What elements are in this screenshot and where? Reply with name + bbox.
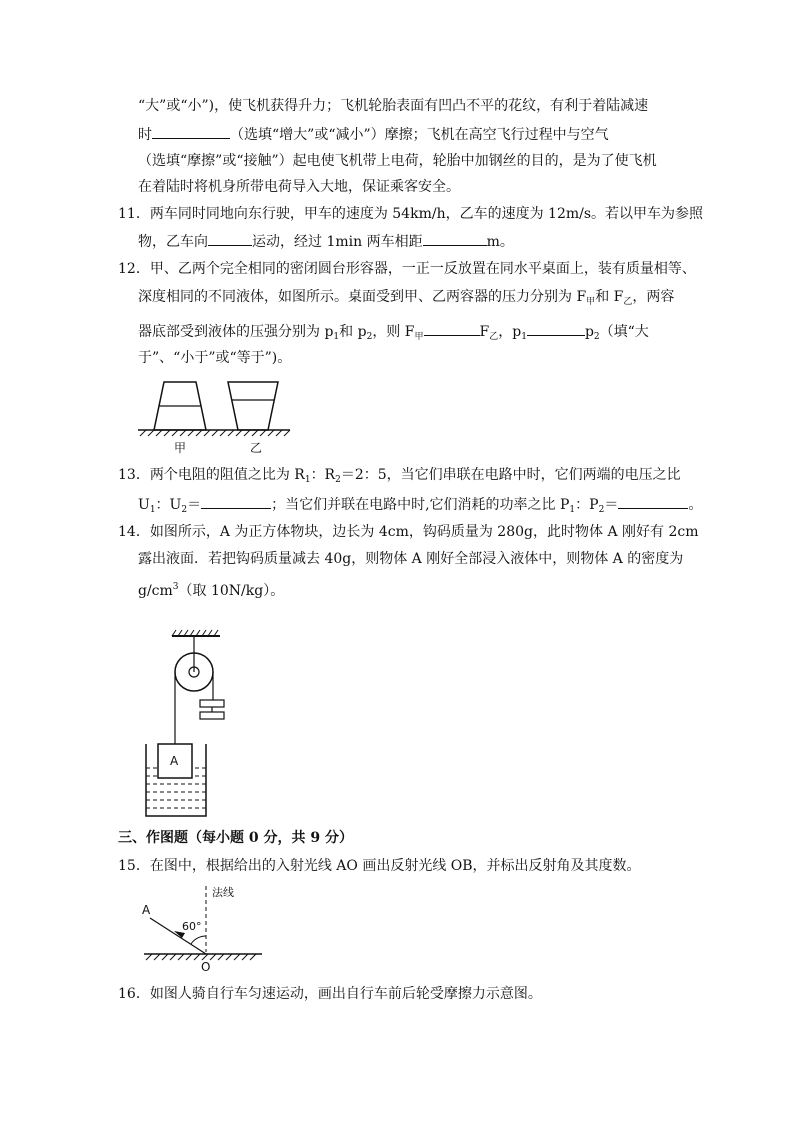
subscript: 乙: [489, 332, 499, 342]
q12-line-1: [118, 259, 696, 279]
answer-blank[interactable]: [201, 494, 271, 509]
q16-line-1: [118, 984, 542, 1004]
q16-text-1: 如图人骑自行车匀速运动，画出自行车前后轮受摩擦力示意图。: [149, 986, 542, 1002]
q12-line-3: [138, 321, 649, 347]
q11-text-2a: 物，乙车向: [138, 234, 208, 250]
subscript: 1: [521, 332, 527, 342]
q13-number: 13．: [118, 467, 150, 483]
q12-line-2: [138, 287, 674, 312]
subscript: 乙: [623, 297, 633, 307]
q12-text-2a: 深度相同的不同液体，如图所示。桌面受到甲、乙两容器的压力分别为 F: [138, 289, 587, 305]
q15-line-1: [118, 856, 641, 876]
q11-text-1: 两车同时同地向东行驶，甲车的速度为 54km/h，乙车的速度为 12m/s。若以甲车为参照: [149, 206, 704, 222]
q12-number: 12．: [118, 261, 150, 277]
angle-label: 60°: [182, 920, 202, 933]
subscript: 2: [598, 505, 605, 515]
q13-text-2d: ；当它们并联在电路中时,它们消耗的功率之比 P: [271, 497, 570, 513]
q12-text-3d: F: [479, 324, 490, 340]
q13-text-1b: ：R: [310, 467, 336, 483]
q12-text-3c: ，则 F: [372, 324, 415, 340]
label-yi: 乙: [250, 441, 263, 455]
q14-line-3: [138, 577, 284, 601]
q13-line-2: [138, 494, 702, 520]
pulley-figure: [138, 628, 238, 822]
q11-number: 11．: [118, 206, 150, 222]
answer-blank[interactable]: [618, 494, 688, 509]
normal-label: 法线: [212, 886, 234, 899]
q16-number: 16．: [118, 986, 150, 1002]
q10-line-2-end: （选填“增大”或“减小”）摩擦；飞机在高空飞行过程中与空气: [230, 127, 609, 143]
container-yi: [228, 382, 278, 430]
q10-line-1: “大”或“小”)，使飞机获得升力；飞机轮胎表面有凹凸不平的花纹，有利于着陆减速: [138, 98, 649, 114]
q10-line-2-start: 时: [138, 127, 152, 143]
q13-text-2e: ：P: [575, 497, 599, 513]
q11-line-2: [138, 231, 514, 252]
q12-text-3b: 和 p: [339, 324, 367, 340]
subscript: 甲: [586, 297, 596, 307]
q11-text-2c: m。: [486, 234, 514, 250]
q14-text-3a: g/cm: [138, 583, 173, 599]
q10-line-4: 在着陆时将机身所带电荷导入大地，保证乘客安全。: [138, 179, 460, 195]
q13-text-2b: ：U: [155, 497, 182, 513]
point-a-label: A: [142, 903, 151, 917]
q13-text-1a: 两个电阻的阻值之比为 R: [149, 467, 305, 483]
ceiling: [172, 630, 220, 636]
answer-blank[interactable]: [527, 321, 585, 336]
subscript: 2: [181, 505, 188, 515]
q14-line-1: [118, 522, 698, 542]
q12-text-3e: ，p: [498, 324, 522, 340]
q13-text-2g: 。: [688, 497, 703, 513]
subscript: 甲: [414, 332, 424, 342]
q13-text-2a: U: [138, 497, 150, 513]
q15-text-1: 在图中，根据给出的入射光线 AO 画出反射光线 OB，并标出反射角及其度数。: [149, 858, 641, 874]
q11-text-2b: 运动，经过 1min 两车相距: [252, 234, 423, 250]
q14-text-1: 如图所示，A 为正方体物块，边长为 4cm，钩码质量为 280g，此时物体 A 刚好有 2cm: [149, 524, 699, 540]
subscript: 1: [149, 505, 156, 515]
answer-blank[interactable]: [423, 231, 487, 246]
section-3-title: 三、作图题（每小题 0 分，共 9 分）: [118, 830, 353, 846]
q10-line-3: （选填“摩擦”或“接触”）起电使飞机带上电荷，轮胎中加钢丝的目的，是为了使飞机: [138, 153, 657, 169]
q14-text-3b: （取 10N/kg）。: [178, 583, 285, 599]
block-a-label: A: [170, 754, 179, 768]
q13-text-2c: ＝: [187, 497, 202, 513]
subscript: 1: [569, 505, 576, 515]
q12-text-1: 甲、乙两个完全相同的密闭圆台形容器，一正一反放置在同水平桌面上，装有质量相等、: [149, 261, 696, 277]
q12-text-3f: p: [584, 324, 594, 340]
table-surface: [138, 430, 290, 436]
hook-weight: [200, 700, 224, 719]
subscript: 2: [593, 332, 600, 342]
q13-text-1c: ＝2：5，当它们串联在电路中时，它们两端的电压之比: [340, 467, 681, 483]
q12-text-2b: 和 F: [595, 289, 624, 305]
container-jia: [154, 382, 206, 430]
q10-line-2: [138, 124, 609, 145]
subscript: 1: [333, 332, 340, 342]
subscript: 2: [366, 332, 373, 342]
q12-text-2c: ，两容: [632, 289, 675, 305]
q12-text-3g: （填“大: [599, 324, 649, 340]
point-o-label: O: [201, 960, 211, 974]
answer-blank[interactable]: [424, 321, 480, 336]
q12-text-3a: 器底部受到液体的压强分别为 p: [138, 324, 334, 340]
q13-line-1: [118, 465, 681, 490]
subscript: 1: [304, 475, 311, 485]
answer-blank[interactable]: [152, 124, 230, 139]
q11-line-1: [118, 204, 703, 224]
angle-arc: [191, 936, 206, 944]
subscript: 2: [335, 475, 341, 485]
containers-figure: [136, 378, 296, 458]
q12-line-4: 于”、“小于”或“等于”)。: [138, 350, 292, 366]
label-jia: 甲: [174, 441, 187, 455]
superscript: 3: [172, 582, 179, 592]
answer-blank[interactable]: [208, 231, 252, 246]
q15-number: 15．: [118, 858, 150, 874]
q14-line-2: 露出液面．若把钩码质量减去 40g，则物体 A 刚好全部浸入液体中，则物体 A 的密度为: [138, 551, 684, 567]
q13-text-2f: ＝: [604, 497, 619, 513]
reflection-figure: [138, 882, 268, 974]
q14-number: 14．: [118, 524, 150, 540]
